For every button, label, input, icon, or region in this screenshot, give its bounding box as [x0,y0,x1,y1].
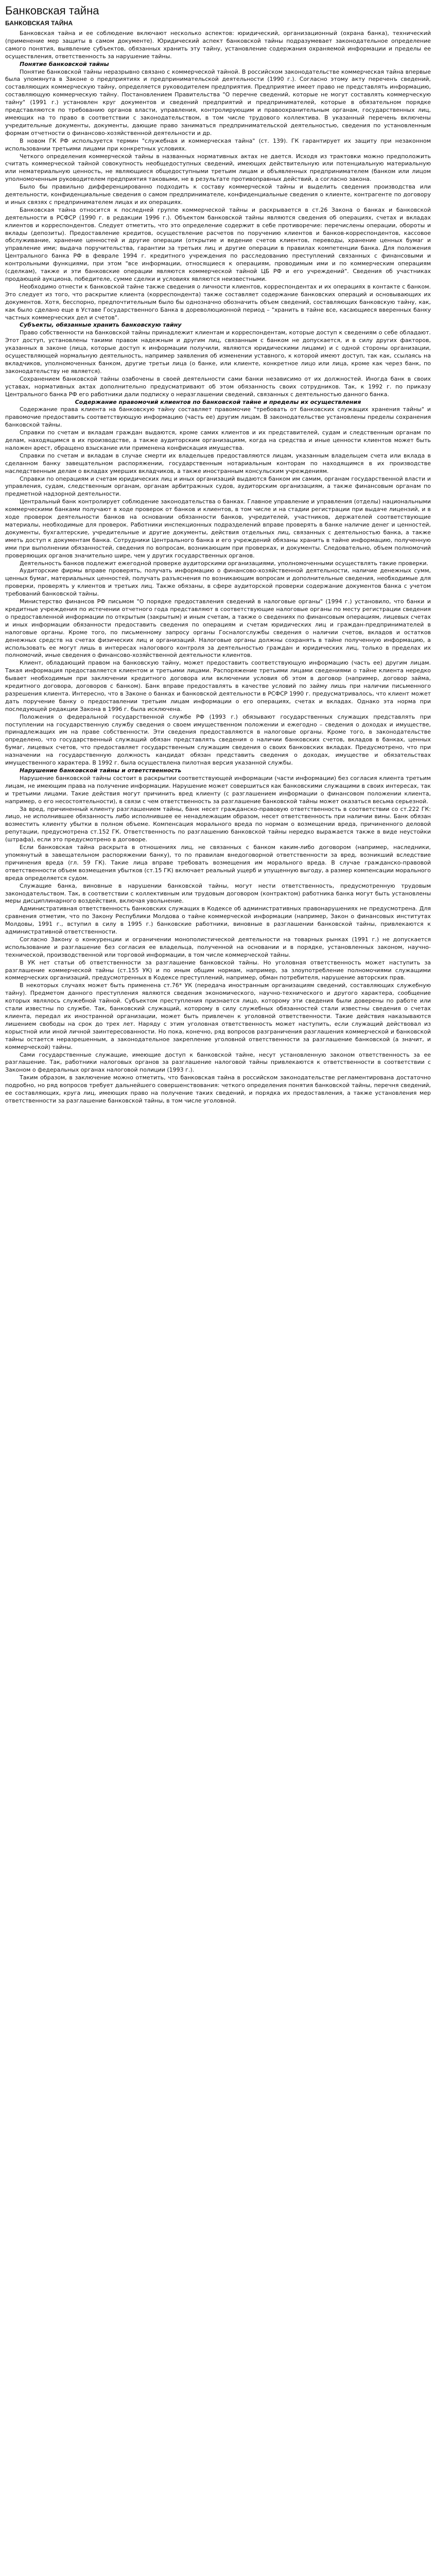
paragraph: Если банковская тайна раскрыта в отношениях лиц, не связанных с банком каким-либо договором (например, наследники, упомянутый в завещательном распоряжении банку), то по правилам внедоговорной ответственности за вред, возникший вследствие причинения вреда (гл. 59 ГК). Такие лица вправе требовать возмещения им морального вреда. В случае гражданско-правовой ответственности объем возмещения убытков (ст.15 ГК) включает реальный ущерб и упущенную выгоду, а размер компенсации морального вреда определяется судом. [5,844,431,882]
paragraph: В некоторых случаях может быть применена ст.76* УК (передача иностранным организациям сведений, составляющих служебную тайну). Предметом данного преступления являются сведения экономического, научно-технического и другого характера, сообщение которых являлось служебной тайной. Субъектом преступления признается лицо, которому эти сведения были доверены по работе или стали известны по службе. Так, банковский служащий, которому в силу служебных обязанностей стали известны сведения о счетах клиента, передал их иностранной организации, может быть привлечен к уголовной ответственности. Такие действия наказываются лишением свободы на срок до трех лет. Наряду с этим уголовная ответственность может наступить, если служащий действовал из корыстной или иной личной заинтересованности. Но пока, конечно, ряд вопросов разграничения разглашения коммерческой и банковской тайны остается неразрешенным, а законодательное закрепление уголовной ответственности за разглашение банковской (а значит, и коммерческой) тайны. [5,982,431,1050]
paragraph: Сохранением банковской тайны озабочены в своей деятельности сами банки независимо от их должностей. Иногда банк в своих уставах, нормативных актах дополнительно предусматривают об этом обязанность своих сотрудников. Так, к 1992 г. по приказу Центрального банка РФ его работники дали подписку о неразглашении сведений, связанных с деятельностью данного банка. [5,375,431,398]
paragraph: Право собственности на банковской тайны принадлежит клиентам и корреспондентам, которые доступ к сведениям о себе обладают. Этот доступ, установлены такими правом надежным и другим лиц, связанным с банком не допускается, и в силу других факторов, указанных в законе (лица, которые доступ к информации получили, являются юридическими лицами) и с одной стороны организации, осуществляющей нормальную деятельность, например заявления об изменении уставного, к которой имеют доступ, так как, ссылаясь на вкладчиков, уполномоченных банком, другие третьи лица (о банке, или клиенте, конкретное лицо или лица, кроме как через банк, по законодательству не является). [5,329,431,375]
section-subheading: Нарушение банковской тайны и ответственность [20,767,182,774]
paragraph: Клиент, обладающий правом на банковскую тайну, может предоставить соответствующую информацию (часть ее) другим лицам. Такая информация предоставляется клиентом и третьими лицами. Распоряжение третьими лицами сведениями о тайне клиента нередко бывает необходимым при заключении кредитного договора или включении условия об этом в договор (например, договор займа, кредитного договора, договоров с банком). Банк вправе предоставлять в качестве условий по займу лишь при наличии письменного разрешения клиента. Интересно, что в Законе о банках и банковской деятельности в РСФСР 1990 г. предусматривалось, что клиент может дать поручение банку о предоставлении третьим лицам информации о его операциях, счетах и вкладах. Однако эта норма при последующей редакции Закона в 1996 г. была исключена. [5,659,431,713]
paragraph: Справки по счетам и вкладам граждан выдаются, кроме самих клиентов и их представителей, судам и следственным органам по делам, находящимся в их производстве, а также аудиторским организациям, когда на средства и иные ценности клиентов может быть наложен арест, обращено взыскание или применена конфискация имущества. [5,429,431,451]
paragraph: Четкого определения коммерческой тайны в названных нормативных актах не дается. Исходя из трактовки можно предположить считать коммерческой тайной совокупность необщедоступных сведений, имеющих действительную или потенциальную материальную или нематериальную ценность, не являющиеся общедоступными третьим лицам и объявленных предпринимателем (банком или лицом уполномоченным руководителем предприятия таковыми, не в результате противоправных действий, а согласно закона. [5,152,431,183]
paragraph: Справки по операциям и счетам юридических лиц и иных организаций выдаются банком им самим, органам государственной власти и управления, судам, следственным органам, органам арбитражных судов, аудиторским организациям, а также финансовым органам по предметной надзорной деятельности. [5,475,431,498]
document-page [0,0,436,1105]
paragraph: В УК нет статьи об ответственности за разглашение банковской тайны. Но уголовная ответственность может наступить за разглашение коммерческой тайны (ст.155 УК) и по иным общим нормам, например, за злоупотребление полномочиями служащими коммерческих организаций, предусмотренных в Кодексе преступлений, например, обман потребителя, нарушение авторских прав. [5,959,431,981]
paragraph: В новом ГК РФ используется термин "служебная и коммерческая тайна" (ст. 139). ГК гарантирует их защиту при незаконном использовании третьими лицами при конкретных условиях. [5,137,431,152]
page-title: Банковская тайна [5,4,99,17]
article-body [5,30,431,1105]
paragraph: Центральный банк контролирует соблюдение законодательства о банках. Главное управление и управления (отделы) национальными коммерческими банками получают в ходе проверок от банков и клиентов, в том числе и на стадии регистрации при выдаче лицензий, и в ходе проверок деятельности банков на основании обязанности банков, учредителей, участников, держателей соответствующие материалы, необходимые для проверок. Работники инспекционных подразделений вправе проверять в банке наличие денег и ценностей, документы, бухгалтерские, учредительные и другие документы, действия отдельных лиц, связанных с деятельностью банка, а также иметь доступ к документам банка. Сотрудники Центрального банка и его учреждений обязаны хранить в тайне информацию, полученную ими при выполнении обязанностей, сведения по вопросам, возникающим при проверках, и документы. Следовательно, объем полномочий проверяющих органов значительно шире, чем у других государственных органов. [5,498,431,559]
paragraph: Необходимо отнести к банковской тайне также сведения о личности клиентов, корреспондентах и их операциях в контакте с банком. Это следует из того, что раскрытие клиента (корреспондента) также составляет содержание банковских операций и основывающих их документов. Хотя, бесспорно, предпочтительным было бы однозначно обозначить объем сведений, составляющих банковскую тайну, как, как было сделано еще в Уставе Государственного Банка в дореволюционной период – "хранить в тайне все, касающиеся вверенных банку частных коммерческих дел и счетов". [5,283,431,321]
paragraph: Банковская тайна относится к последней группе коммерческой тайны и раскрывается в ст.26 Закона о банках и банковской деятельности в РСФСР (1990 г. в редакции 1996 г.). Объектом банковской тайны являются сведения об операциях, счетах и вкладах клиентов и корреспондентов. Следует отметить, что это определение содержит в себе противоречие: перечислены операции, обороты и вклады (депозиты). Предоставление кредитов, осуществление расчетов по поручению клиентов и банков-корреспондентов, кассовое обслуживание, хранение ценностей и другие операции (открытие и ведение счетов клиентов, переводы, хранение ценных бумаг и управление ими; выдача поручительства, гарантии за третьих лиц и другие операции в правилах компетенции банка. Для положения Центрального банка РФ в феврале 1994 г. кредитного учреждения по расследованию преступлений связанных с финансовыми и контрольными функциями, при этом "все информации, относящиеся к операциям, проводимым ими и по коммерческим операциям (сделкам), также и эти банковские операции являются коммерческой тайной ЦБ РФ и его учреждений". Сведения об участниках продающей аукциона, победителе, сумме сделки и условиях являются неизвестными. [5,206,431,282]
paragraph: Деятельность банков подлежит ежегодной проверке аудиторскими организациями, уполномоченными осуществлять такие проверки. [20,560,429,567]
paragraph: Понятие банковской тайны неразрывно связано с коммерческой тайной. В российском законодательстве коммерческая тайна впервые была упомянута в Законе о предприятиях и предпринимательской деятельности (1990 г.). Согласно этому акту переченъ сведений, составляющих коммерческую тайну, определяется руководителем предприятия. Предприятие имеет право не представлять информацию, составляющую коммерческую тайну. Постановлением Правительства "О перечне сведений, которые не могут составлять коммерческую тайну" (1991 г.) установлен круг документов и сведений предприятий и предпринимателей, которые в обязательном порядке представляются по требованию органов власти, управления, контролирующим и правоохранительным органам, государственных лиц, имеющих на то право в соответствии с законодательством, в том числе трудового коллектива. В указанный перечень включены учредительные документы, документы, дающие право заниматься предпринимательской деятельностью, сведения по установленным формам отчетности о финансово-хозяйственной деятельности и др. [5,68,431,137]
paragraph: Банковская тайна и ее соблюдение включают несколько аспектов: юридический, организационный (охрана банка), технический (применение мер защиты в самом документе). Юридический аспект банковской тайны подразумевает законодательное определение самого понятия, выявление субъектов, обязанных хранить эту тайну, установление содержания охраняемой информации и пределы ее осуществления, ответственность за нарушение тайны. [5,30,431,60]
paragraph: Министерство финансов РФ письмом "О порядке предоставления сведений в налоговые органы" (1994 г.) установило, что банки и кредитные учреждения по истечении отчетного года представляют в соответствующие налоговые органы по месту регистрации сведения о предоставленной информации по открытым (закрытым) и иным счетам, а также о сведениях по финансовым операциям, лицевых счетах и иных информации обязанности предоставить сведения по операциям и счетам юридических лиц и граждан-предпринимателей в налоговые органы. Кроме того, по письменному запросу органы Госналогслужбы сведения о наличии счетов, вкладов и остатков денежных средств на счетах физических лиц и организаций. Налоговые органы должны сохранять в тайне полученную информацию, а использовать ее могут лишь в интересах налогового контроля за деятельностью граждан и юридических лиц, только в пределах их полномочий, иные сведения о финансово-хозяйственной деятельности клиентов. [5,598,431,659]
paragraph: Было бы правильно дифференцированно подходить к составу коммерческой тайны и выделить сведения производства или деятельности, конфиденциальные сведения о самом предпринимателе, конфиденциальные сведения о клиенте, контрагенте по договору и иных связях с предпринимателем лицах и их операциях. [5,183,431,206]
paragraph: Справки по счетам и вкладам в случае смерти их владельцев предоставляются лицам, указанным владельцем счета или вклада в сделанном банку завещательном распоряжении, государственным нотариальным конторам по находящимся в их производстве наследственным делам о вкладах умерших вкладчиков, а также иностранным консульским учреждениям. [5,452,431,474]
paragraph: Нарушение банковской тайны состоит в раскрытии соответствующей информации (части информации) без согласия клиента третьим лицам, не имеющим права на получение информации. Нарушение может совершиться как банковскими служащими в своих интересах, так и третьими лицами. Такие действия могут причинить вред клиенту (с разглашением информации о финансовом положении клиента, например, о его несостоятельности), в связи с чем ответственность за разглашение банковской тайны может оказаться весьма серьезной. [5,774,431,805]
paragraph: Сами государственные служащие, имеющие доступ к банковской тайне, несут установленную законом ответственность за ее разглашение. Так, работники налоговых органов за разглашение налоговой тайны привлекаются к ответственности в соответствии с Законом о федеральных органах налоговой полиции (1993 г.). [5,1051,431,1074]
paragraph: Административная ответственность банковских служащих в Кодексе об административных правонарушениях не предусмотрена. Для сравнения отметим, что по Закону Республики Молдова о тайне коммерческой информации (например, Закон о финансовых институтах Молдовы, 1991 г., вступил в силу в 1995 г.) банковские работники, виновные в разглашении банковской тайны, привлекаются к административной ответственности. [5,905,431,936]
paragraph: Положения о федеральной государственной службе РФ (1993 г.) обязывают государственных служащих представлять при поступлении на государственную службу сведения о своем имущественном положении и ежегодно – сведения о доходах и имуществе, принадлежащих им на праве собственности. Эти сведения предоставляются в налоговые органы. Кроме того, в законодательстве определено, что государственный служащий обязан представлять сведения о наличии банковских счетов, вкладов в банках, ценных бумаг, лицевых счетов, что предоставляет государственным служащим сведения о своих банковских вкладах. Предусмотрено, что при назначении на государственную должность кандидат обязан представить сведения о доходах, имуществе и обязательствах имущественного характера. В 1992 г. была осуществлена пилотная версия указанной службы. [5,713,431,767]
paragraph: Согласно Закону о конкуренции и ограничении монополистической деятельности на товарных рынках (1991 г.) не допускается использование и разглашение без согласия ее владельца, полученной на основании и в порядке, установленных законом, научно-технической, производственной или торговой информации, в том числе коммерческой тайны. [5,936,431,958]
paragraph: Служащие банка, виновные в нарушении банковской тайны, могут нести ответственность, предусмотренную трудовым законодательством. Так, в соответствии с коллективным или трудовым договором (контрактом) работника банка могут быть установлены меры дисциплинарного воздействия, включая увольнение. [5,882,431,905]
paragraph: Содержание права клиента на банковскую тайну составляет правомочие "требовать от банковских служащих хранения тайны" и правомочие предоставить соответствующую информацию (часть ее) другим лицам. В законодательстве установлены пределы сохранения банковской тайны. [5,406,431,429]
section-heading: БАНКОВСКАЯ ТАЙНА [5,20,73,27]
section-subheading: Субъекты, обязанные хранить банковскую тайну [20,321,182,329]
paragraph: Аудиторские фирмы вправе проверять, получать информацию о финансово-хозяйственной деятельности, наличие денежных сумм, ценных бумаг, материальных ценностей, получать разъяснения по возникающим вопросам и дополнительные сведения, необходимые для проверки, проверять у клиентов и третьих лиц. Также обязаны, в сфере аудиторской проверки содержание документов банка с учетом требований банковской тайны. [5,567,431,598]
paragraph: Таким образом, в заключение можно отметить, что банковская тайна в российском законодательстве регламентирована достаточно подробно, но ряд вопросов требует дальнейшего совершенствования: четкого определения понятия банковской тайны, перечня сведений, ее составляющих, круга лиц, имеющих право на получение таких сведений, и порядка их предоставления, а также установления мер ответственности за разглашение банковской тайны, в том числе уголовной. [5,1074,431,1104]
paragraph: За вред, причиненный клиенту разглашением тайны, банк несет гражданско-правовую ответственность в соответствии со ст.222 ГК: лицо, не исполнившее обязанность либо исполнившее ее ненадлежащим образом, несет ответственность при наличии вины. Банк обязан возместить клиенту убытки в полном объеме. Компенсация морального вреда по нормам о возмещении вреда, причиненного деловой репутации, предусмотрена ст.152 ГК. Ответственность по разглашению банковской тайны нередко выражается также в виде неустойки (штрафа), если это предусмотрено в договоре. [5,805,431,843]
section-subheading: Содержание правомочий клиентов по банковской тайне и пределы их осуществления [75,398,361,405]
section-subheading: Понятие банковской тайны [20,60,109,67]
